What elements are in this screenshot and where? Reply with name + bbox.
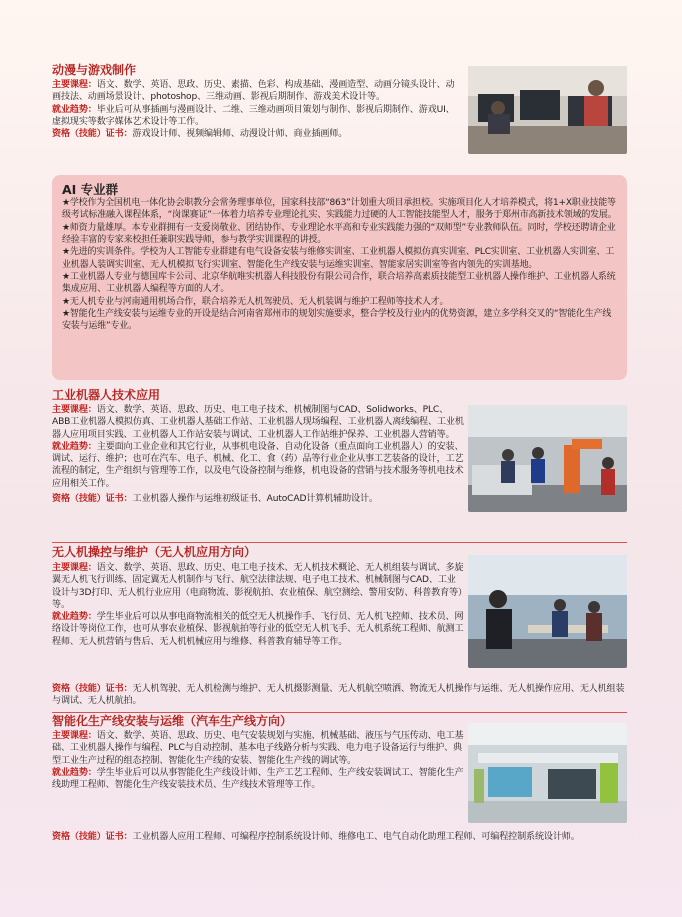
ai-group-body <box>62 197 618 333</box>
cert-text: 工业机器人操作与运维初级证书、AutoCAD计算机辅助设计。 <box>132 494 378 505</box>
section-title: 动漫与游戏制作 <box>52 63 137 77</box>
section-title: 无人机操控与维护（无人机应用方向） <box>52 545 257 559</box>
courses-label: 主要课程： <box>52 80 97 90</box>
ai-item: ★无人机专业与河南通用机场合作，联合培养无人机驾驶员、无人机装调与维护工程师等技术人才。 <box>62 296 449 307</box>
courses-label: 主要课程： <box>52 731 97 741</box>
employment-text: 主要面向工业企业和其它行业，从事机电设备、自动化设备（重点面向工业机器人）的安装、调试、运行、维护；也可在汽车、电子、机械、化工、食（药）品等行业企业从事工艺装备的设计，工艺流程的制定，生产组织与管理等工作，以及电气设备控制与维修，机电设备的营销与技术服务等机电技术应用相关工作。 <box>52 441 464 489</box>
photo-production-line <box>468 723 627 823</box>
courses-text: 语文、数学、英语、思政、历史、电工电子技术、机械制图与CAD、Solidworks、PLC、ABB工业机器人模拟仿真、工业机器人基础工作站、工业机器人现场编程、工业机器人离线编程、工业机器人应用项目实践、工业机器人工作站安装与调试、工业机器人工作站维护保养、工业机器人营销等。 <box>52 405 464 440</box>
employment-paragraph <box>52 441 464 490</box>
section-animation <box>52 63 457 140</box>
cert-label: 资格（技能）证书： <box>52 684 133 694</box>
courses-label: 主要课程： <box>52 563 97 573</box>
ai-item: ★智能化生产线安装与运维专业的开设是结合河南省郑州市的规划实施要求，整合学校及行业内的优势资源，建立多学科交叉的“智能化生产线安装与运维”专业。 <box>62 309 612 332</box>
cert-label: 资格（技能）证书： <box>52 129 133 140</box>
employment-label: 就业趋势： <box>52 612 97 623</box>
photo-robot-lab <box>468 405 627 512</box>
section-title: 工业机器人技术应用 <box>52 388 161 402</box>
employment-paragraph <box>52 611 464 648</box>
cert-paragraph <box>52 128 457 140</box>
drone-cert <box>52 683 627 708</box>
courses-label: 主要课程： <box>52 405 97 415</box>
ai-item: ★工业机器人专业与德国库卡公司、北京华航唯实机器人科技股份有限公司合作，联合培养高素质技能型工业机器人操作维护、工业机器人系统集成应用、工业机器人编程等方面的人才。 <box>62 272 616 295</box>
cert-text: 工业机器人应用工程师、可编程序控制系统设计师、维修电工、电气自动化助理工程师、可编程控制系统设计师。 <box>132 832 580 842</box>
section-industrial-robot <box>52 388 464 505</box>
cert-label: 资格（技能）证书： <box>52 494 133 505</box>
section-body <box>52 404 464 505</box>
section-body <box>52 730 464 791</box>
cert-paragraph <box>52 683 627 708</box>
section-body <box>52 562 464 648</box>
employment-label: 就业趋势： <box>52 441 97 452</box>
section-drone <box>52 545 464 648</box>
divider <box>52 542 627 543</box>
courses-paragraph <box>52 79 457 104</box>
section-body <box>52 79 457 140</box>
cert-text: 无人机驾驶、无人机检测与维护、无人机摄影测量、无人机航空喷洒、物流无人机操作与运维、无人机操作应用、无人机组装与调试、无人机航拍。 <box>52 684 625 707</box>
employment-text: 毕业后可从事插画与漫画设计、二维、三维动画项目策划与制作、影视后期制作、游戏UI、虚拟现实等数字媒体艺术设计等工作。 <box>52 104 455 127</box>
ai-item: ★师资力量雄厚。本专业群拥有一支爱岗敬业、团结协作、专业理论水平高和专业实践能力强的“双师型”专业教师队伍。同时，学校还聘请企业经验丰富的专家来校担任兼职实践导师，参与教学实训课程的讲授。 <box>62 222 616 246</box>
courses-text: 语文、数学、英语、思政、历史、素描、色彩、构成基础、漫画造型、动画分镜头设计、动画技法、动画场景设计、photoshop、三维动画、影视后期制作、游戏美术设计等。 <box>52 80 455 103</box>
courses-paragraph <box>52 730 464 767</box>
employment-label: 就业趋势： <box>52 104 97 115</box>
section-production-line <box>52 714 464 791</box>
divider <box>52 712 627 713</box>
photo-drone-class <box>468 555 627 668</box>
employment-paragraph <box>52 767 464 792</box>
cert-paragraph <box>52 493 464 505</box>
line-cert <box>52 831 632 843</box>
cert-label: 资格（技能）证书： <box>52 832 133 842</box>
ai-item: ★先进的实训条件。学校为人工智能专业群建有电气设备安装与维修实训室、工业机器人模拟仿真实训室、PLC实训室、工业机器人实训室、工业机器人装调实训室、无人机模拟飞行实训室、智能化生产线安装与运维实训室、智能家居实训室等省内领先的实训基地。 <box>62 247 614 270</box>
cert-text: 游戏设计师、视频编辑师、动漫设计师、商业插画师。 <box>132 129 348 140</box>
ai-item: ★学校作为全国机电一体化协会职教分会常务理事单位，国家科技部“863”计划重大项目承担校。实施项目化人才培养模式，将1+X职业技能等级考试标准融入课程体系，“岗课赛证”一体着力培养专业理论扎实、实践能力过硬的人工智能技能型人才，服务于郑州市高新技术领域的发展。 <box>62 198 617 221</box>
employment-label: 就业趋势： <box>52 767 97 778</box>
courses-paragraph <box>52 404 464 441</box>
ai-group-title: AI 专业群 <box>62 182 119 197</box>
section-title: 智能化生产线安装与运维（汽车生产线方向） <box>52 714 293 728</box>
courses-text: 语文、数学、英语、思政、历史、电气安装规划与实施、机械基础、液压与气压传动、电工基础、工业机器人操作与编程、PLC与自动控制、基本电子线路分析与实践、电力电子设备运行与维护、典型工业生产过程的组态控制、智能化生产线的安装、智能化生产线的调试等。 <box>52 731 464 766</box>
employment-text: 学生毕业后可以从事智能化生产线设计师、生产工艺工程师、生产线安装调试工、智能化生产线助理工程师、智能化生产线安装技术员、生产线技术管理等工作。 <box>52 767 464 791</box>
employment-paragraph <box>52 104 457 129</box>
courses-text: 语文、数学、英语、思政、历史、电工电子技术、无人机技术概论、无人机组装与调试、多旋翼无人机飞行训练、固定翼无人机制作与飞行、航空法律法规、电子电工技术、机械制图与CAD、工业设计与3D打印、无人机行业应用（电商物流、影视航拍、农业植保、航空测绘、警用安防、科普教育等）等。 <box>52 563 464 610</box>
employment-text: 学生毕业后可以从事电商物流相关的低空无人机操作手、飞行员、无人机飞控师、技术员、网络设计等岗位工作，也可从事农业植保、影视航拍等行业的低空无人机飞手、无人机系统工程师、航测工程师、无人机营销与售后、无人机机械应用与维修、科普教育辅导等工作。 <box>52 612 464 647</box>
cert-paragraph <box>52 831 632 843</box>
courses-paragraph <box>52 562 464 611</box>
photo-animation-class <box>468 66 627 154</box>
